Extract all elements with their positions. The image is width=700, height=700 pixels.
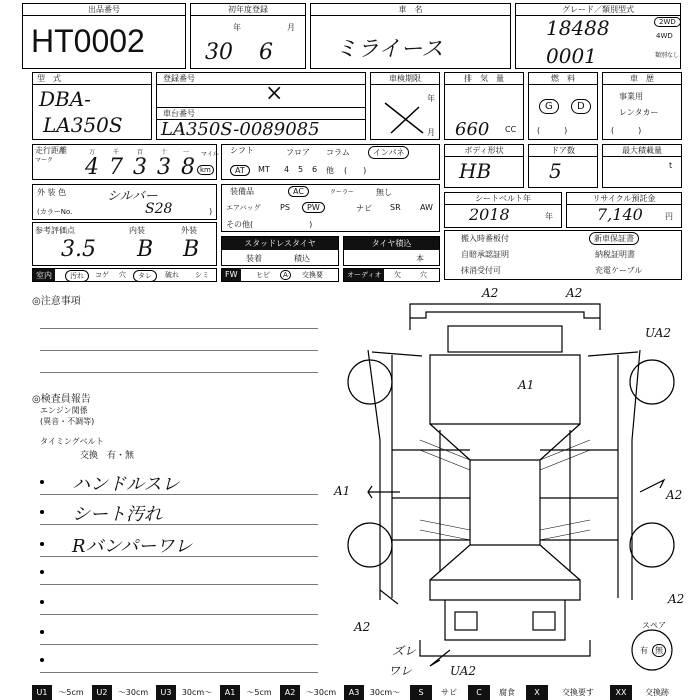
- equip-navi: ナビ: [356, 204, 372, 213]
- documents-box: [444, 230, 682, 280]
- legend-code: A3: [344, 685, 364, 700]
- report-bullet: [40, 600, 44, 604]
- grade-value-2: 0001: [546, 44, 597, 68]
- shift-label: シフト: [230, 146, 254, 155]
- shift-mt: MT: [258, 165, 270, 174]
- legend-desc: 交換跡: [645, 688, 669, 697]
- mileage-box: [32, 144, 217, 180]
- shift-gear: 5: [298, 165, 304, 174]
- doors-box: [528, 144, 598, 188]
- interior-hole: 穴: [119, 271, 126, 279]
- first-registration-box: [190, 3, 306, 69]
- score-overall: 3.5: [61, 237, 96, 262]
- fw-replace: 交換要: [302, 271, 323, 279]
- recycle-amount: 7,140: [597, 205, 643, 224]
- doc-warranty: 新車保証書: [589, 232, 639, 245]
- fuel-other: ( ): [537, 126, 568, 135]
- damage-mark: ワレ: [388, 664, 413, 678]
- seatbelt-year: 2018: [469, 205, 510, 224]
- mileage-digit: 7: [109, 155, 123, 180]
- fw-crack: ヒビ: [256, 271, 270, 279]
- doc-tax: 納税証明書: [595, 250, 635, 259]
- doors-label: ドア数: [529, 145, 597, 157]
- audio-row: [343, 268, 440, 282]
- report-line: [40, 614, 318, 615]
- chassis-label: 車台番号: [157, 107, 365, 120]
- score-label: 参考評価点: [35, 226, 75, 235]
- equip-pw: PW: [302, 202, 325, 213]
- legend-desc: サビ: [441, 688, 457, 697]
- legend-code: S: [410, 685, 432, 700]
- inspection-year-unit: 年: [427, 94, 435, 103]
- fw-a: A: [280, 270, 291, 280]
- inspection-box: [370, 72, 440, 140]
- shift-instrument-panel: インパネ: [368, 146, 409, 159]
- mileage-digit: 3: [157, 155, 171, 180]
- capacity-box: [602, 144, 682, 188]
- notes-line: [40, 372, 318, 373]
- studless-mounted: 装着: [246, 254, 262, 263]
- color-value: シルバー: [107, 189, 158, 204]
- body-type-box: [444, 144, 524, 188]
- report-bullet: [40, 630, 44, 634]
- equip-sr: SR: [390, 203, 401, 212]
- color-code-close: ): [209, 207, 213, 216]
- damage-mark: A2: [666, 488, 683, 502]
- legend-code: U1: [32, 685, 52, 700]
- recycle-unit: 円: [665, 212, 673, 221]
- report-line: [40, 644, 318, 645]
- inspection-label: 車検期限: [371, 73, 439, 85]
- spare-no: 無: [652, 644, 666, 657]
- doc-plate: 搬入時番板付: [461, 234, 509, 243]
- legend-desc: 〜30cm: [305, 688, 337, 697]
- first-registration-label: 初年度登録: [191, 4, 305, 16]
- lot-label: 出品番号: [23, 4, 185, 16]
- doc-insurance: 自賠承認証明: [461, 250, 509, 259]
- legend-desc: 〜5cm: [58, 688, 84, 697]
- report-bullet: [40, 480, 44, 484]
- history-business: 事業用: [619, 92, 643, 101]
- doc-deregistration: 抹消受付可: [461, 266, 501, 275]
- audio-missing: 欠: [394, 271, 401, 279]
- report-line: [40, 494, 318, 495]
- legend-code: A2: [280, 685, 300, 700]
- equip-cooler: クーラー: [330, 189, 355, 196]
- registration-number-value: ×: [265, 81, 284, 106]
- fuel-box: [528, 72, 598, 140]
- color-label: 外 装 色: [37, 188, 67, 197]
- shift-gear: 6: [312, 165, 318, 174]
- mileage-mile: マイル: [201, 151, 219, 158]
- shift-gear: 他: [326, 166, 334, 175]
- report-line: [40, 524, 318, 525]
- report-bullet: [40, 658, 44, 662]
- mileage-label: 走行距離: [35, 146, 67, 155]
- color-box: [32, 184, 217, 220]
- displacement-unit: CC: [505, 125, 517, 134]
- mileage-unit-1k: 千: [113, 149, 120, 156]
- mileage-digit: 4: [85, 155, 99, 180]
- shift-floor: フロア: [286, 148, 310, 157]
- fw-row: [221, 268, 339, 282]
- interior-dirt: 汚れ: [65, 270, 89, 282]
- shift-at: AT: [230, 165, 250, 176]
- seatbelt-box: [444, 192, 562, 228]
- mileage-digit: 3: [133, 155, 147, 180]
- score-exterior: B: [183, 237, 200, 262]
- shift-gear: 4: [284, 165, 290, 174]
- history-other: ( ): [611, 126, 642, 135]
- legend-code: XX: [610, 685, 632, 700]
- doc-charge-cable: 充電ケーブル: [595, 266, 643, 275]
- color-code-label: (カラーNo.: [37, 208, 73, 216]
- equipment-label: 装備品: [230, 187, 254, 196]
- fuel-label: 燃 料: [529, 73, 597, 85]
- timing-belt-label: タイミングベルト: [40, 437, 104, 446]
- shift-box: [221, 144, 440, 180]
- model-type-box: [32, 72, 152, 140]
- equip-ps: PS: [280, 203, 290, 212]
- score-interior-label: 内装: [129, 226, 145, 235]
- interior-stain: シミ: [195, 271, 209, 279]
- registration-box: [156, 72, 366, 140]
- fuel-gasoline: G: [539, 99, 559, 114]
- equip-airbag: エアバッグ: [226, 204, 261, 212]
- chassis-number: LA350S-0089085: [161, 119, 320, 140]
- engine-sub: (異音・不調等): [40, 417, 95, 426]
- notes-line: [40, 350, 318, 351]
- seatbelt-label: シートベルト年: [445, 193, 561, 205]
- equip-none: 無し: [376, 188, 392, 197]
- capacity-label: 最大積載量: [603, 145, 681, 157]
- equip-other: その他( ): [226, 220, 313, 229]
- reg-year-unit: 年: [233, 23, 241, 32]
- studless-label: スタッドレスタイヤ: [222, 237, 338, 250]
- history-box: [602, 72, 682, 140]
- lot-box: [22, 3, 186, 69]
- audio-label: オーディオ: [344, 269, 384, 281]
- inspection-month-unit: 月: [427, 128, 435, 137]
- damage-mark: UA2: [450, 664, 477, 678]
- reg-month: 6: [259, 40, 273, 65]
- history-rental: レンタカー: [619, 108, 659, 117]
- notes-line: [40, 328, 318, 329]
- interior-burn: コゲ: [95, 271, 109, 279]
- shift-other: ( ): [344, 166, 367, 175]
- recycle-label: リサイクル預託金: [567, 193, 681, 205]
- recycle-box: [566, 192, 682, 228]
- inspector-label: ◎検査員報告: [32, 394, 91, 405]
- body-type-label: ボディ形状: [445, 145, 523, 157]
- model-type-line1: DBA-: [39, 87, 91, 111]
- legend-desc: 交換要す: [562, 688, 594, 697]
- history-label: 車 歴: [603, 73, 681, 85]
- interior-label: 室内: [33, 269, 55, 281]
- damage-mark: A2: [354, 620, 371, 634]
- drive-4wd: 4WD: [656, 32, 673, 40]
- inspection-cross-mark: [371, 73, 441, 141]
- report-bullet: [40, 510, 44, 514]
- car-name-label: 車 名: [311, 4, 510, 16]
- registration-number-label: 登録番号: [157, 73, 365, 85]
- equipment-box: [221, 184, 440, 232]
- car-name: ミライース: [335, 37, 444, 62]
- report-line: [40, 672, 318, 673]
- seatbelt-unit: 年: [545, 212, 553, 221]
- spare-yes: 有: [640, 646, 648, 655]
- mileage-unit-100: 百: [137, 149, 144, 156]
- damage-mark: UA2: [645, 326, 672, 340]
- interior-tear: 破れ: [165, 271, 179, 279]
- legend-code: C: [468, 685, 490, 700]
- interior-row: [32, 268, 217, 282]
- legend-code: X: [526, 685, 548, 700]
- reg-year: 30: [205, 40, 233, 65]
- mileage-km: km: [197, 165, 214, 175]
- report-bullet: [40, 542, 44, 546]
- report-line-2: シート汚れ: [72, 504, 162, 525]
- displacement-value: 660: [455, 119, 490, 140]
- notes-label: ◎注意事項: [32, 296, 81, 307]
- equip-aw: AW: [420, 203, 433, 212]
- tire-load-unit: 本: [416, 254, 424, 263]
- legend-desc: 〜30cm: [117, 688, 149, 697]
- score-exterior-label: 外装: [181, 226, 197, 235]
- legend-code: A1: [220, 685, 240, 700]
- legend-desc: 30cm〜: [181, 688, 213, 697]
- doors-value: 5: [549, 159, 562, 183]
- lot-number: HT0002: [31, 23, 145, 59]
- grade-box: [515, 3, 681, 69]
- damage-mark: A2: [668, 592, 685, 606]
- damage-mark: A2: [566, 286, 583, 300]
- color-code: S28: [145, 201, 173, 217]
- damage-mark: A1: [518, 378, 535, 392]
- model-type-label: 型 式: [33, 73, 151, 85]
- mileage-digit: 8: [181, 155, 195, 180]
- damage-mark: ズレ: [392, 644, 417, 658]
- capacity-unit: t: [669, 161, 673, 170]
- equip-ac: AC: [288, 186, 309, 197]
- mileage-unit-1: 一: [183, 149, 190, 156]
- drive-2wd: 2WD: [654, 17, 681, 27]
- audio-hole: 穴: [420, 271, 427, 279]
- report-bullet: [40, 570, 44, 574]
- score-box: [32, 222, 217, 266]
- shift-column: コラム: [326, 148, 350, 157]
- spare-label: スペア: [642, 621, 666, 630]
- engine-label: エンジン関係: [40, 406, 88, 415]
- mileage-mark: マーク: [35, 157, 54, 164]
- timing-belt-exchange: 交換 有・無: [80, 451, 135, 461]
- body-type-value: HB: [459, 159, 492, 183]
- grade-none: 類別なし: [655, 52, 680, 59]
- damage-mark: A1: [334, 484, 351, 498]
- report-line: [40, 584, 318, 585]
- studless-box: [221, 236, 339, 266]
- report-line: [40, 556, 318, 557]
- tire-load-label: タイヤ積込: [344, 237, 439, 250]
- legend-code: U3: [156, 685, 176, 700]
- score-interior: B: [137, 237, 154, 262]
- fw-label: FW: [222, 269, 241, 281]
- legend-desc: 腐食: [499, 688, 515, 697]
- report-line-3: Rバンパーワレ: [72, 536, 193, 557]
- interior-sag: タレ: [133, 270, 157, 282]
- car-name-box: [310, 3, 511, 69]
- mileage-unit-10k: 万: [89, 149, 96, 156]
- legend-desc: 〜5cm: [246, 688, 272, 697]
- damage-mark: A2: [482, 286, 499, 300]
- fuel-diesel: D: [571, 99, 591, 114]
- grade-value-1: 18488: [546, 16, 610, 40]
- legend-desc: 30cm〜: [369, 688, 401, 697]
- displacement-label: 排 気 量: [445, 73, 523, 85]
- report-line-1: ハンドルスレ: [72, 474, 180, 495]
- studless-loaded: 積込: [294, 254, 310, 263]
- tire-load-box: [343, 236, 440, 266]
- displacement-box: [444, 72, 524, 140]
- legend-code: U2: [92, 685, 112, 700]
- model-type-line2: LA350S: [43, 113, 123, 137]
- grade-label: グレード／類別型式: [516, 4, 680, 16]
- reg-month-unit: 月: [287, 23, 295, 32]
- mileage-unit-10: 十: [161, 149, 168, 156]
